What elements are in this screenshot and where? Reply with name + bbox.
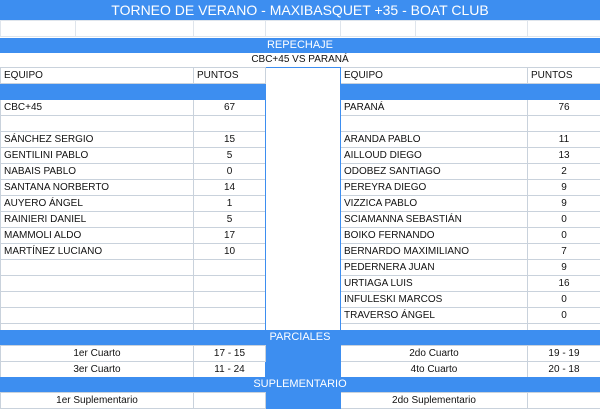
away-player-name: URTIAGA LUIS — [341, 276, 528, 292]
roster-table — [0, 67, 600, 340]
home-points-header: PUNTOS — [194, 68, 266, 84]
overtime-score — [194, 393, 266, 409]
suplementario-table — [0, 392, 600, 409]
top-blank-row — [0, 20, 600, 37]
away-player-name: ARANDA PABLO — [341, 132, 528, 148]
away-player-points: 0 — [528, 212, 600, 228]
home-player-points: 14 — [194, 180, 266, 196]
away-player-points: 0 — [528, 292, 600, 308]
home-player-points: 10 — [194, 244, 266, 260]
home-player-points: 0 — [194, 164, 266, 180]
away-player-name: BOIKO FERNANDO — [341, 228, 528, 244]
away-player-points: 16 — [528, 276, 600, 292]
quarter-score: 17 - 15 — [194, 346, 266, 362]
section-repechaje: REPECHAJE — [0, 38, 600, 53]
home-team-total: 67 — [194, 100, 266, 116]
home-player-name: MAMMOLI ALDO — [1, 228, 194, 244]
home-player-points: 17 — [194, 228, 266, 244]
section-suplementario: SUPLEMENTARIO — [0, 377, 600, 392]
away-player-points: 0 — [528, 308, 600, 324]
overtime-score — [528, 393, 600, 409]
home-player-name: MARTÍNEZ LUCIANO — [1, 244, 194, 260]
away-player-points: 0 — [528, 228, 600, 244]
overtime-row — [1, 393, 600, 409]
sheet-title: TORNEO DE VERANO - MAXIBASQUET +35 - BOAT CLUB — [0, 0, 600, 20]
overtime-label: 1er Suplementario — [1, 393, 194, 409]
away-player-points: 9 — [528, 196, 600, 212]
home-player-name: SÁNCHEZ SERGIO — [1, 132, 194, 148]
quarter-score: 11 - 24 — [194, 362, 266, 378]
home-player-points: 1 — [194, 196, 266, 212]
quarter-label: 4to Cuarto — [341, 362, 528, 378]
parciales-table — [0, 345, 600, 378]
home-team-header: EQUIPO — [1, 68, 194, 84]
home-team-name: CBC+45 — [1, 100, 194, 116]
section-parciales: PARCIALES — [0, 330, 600, 345]
away-player-name: PEREYRA DIEGO — [341, 180, 528, 196]
away-player-name: TRAVERSO ÁNGEL — [341, 308, 528, 324]
away-player-name: INFULESKI MARCOS — [341, 292, 528, 308]
away-player-name: AILLOUD DIEGO — [341, 148, 528, 164]
home-player-name: AUYERO ÁNGEL — [1, 196, 194, 212]
away-player-points: 7 — [528, 244, 600, 260]
quarter-label: 2do Cuarto — [341, 346, 528, 362]
away-player-name: SCIAMANNA SEBASTIÁN — [341, 212, 528, 228]
header-row — [1, 68, 600, 84]
away-player-name: BERNARDO MAXIMILIANO — [341, 244, 528, 260]
away-team-name: PARANÁ — [341, 100, 528, 116]
away-player-name: PEDERNERA JUAN — [341, 260, 528, 276]
quarter-label: 3er Cuarto — [1, 362, 194, 378]
away-player-name: VIZZICA PABLO — [341, 196, 528, 212]
matchup-label: CBC+45 VS PARANÁ — [0, 53, 600, 67]
home-player-name: NABAIS PABLO — [1, 164, 194, 180]
quarter-score: 20 - 18 — [528, 362, 600, 378]
away-points-header: PUNTOS — [528, 68, 600, 84]
quarter-label: 1er Cuarto — [1, 346, 194, 362]
home-player-name: RAINIERI DANIEL — [1, 212, 194, 228]
away-player-points: 11 — [528, 132, 600, 148]
away-team-total: 76 — [528, 100, 600, 116]
away-player-points: 13 — [528, 148, 600, 164]
quarter-row — [1, 346, 600, 362]
away-player-points: 2 — [528, 164, 600, 180]
home-player-name: GENTILINI PABLO — [1, 148, 194, 164]
quarter-score: 19 - 19 — [528, 346, 600, 362]
away-player-points: 9 — [528, 260, 600, 276]
away-player-points: 9 — [528, 180, 600, 196]
home-player-points: 5 — [194, 212, 266, 228]
overtime-label: 2do Suplementario — [341, 393, 528, 409]
away-player-name: ODOBEZ SANTIAGO — [341, 164, 528, 180]
home-player-points: 15 — [194, 132, 266, 148]
away-team-header: EQUIPO — [341, 68, 528, 84]
home-player-name: SANTANA NORBERTO — [1, 180, 194, 196]
home-player-points: 5 — [194, 148, 266, 164]
